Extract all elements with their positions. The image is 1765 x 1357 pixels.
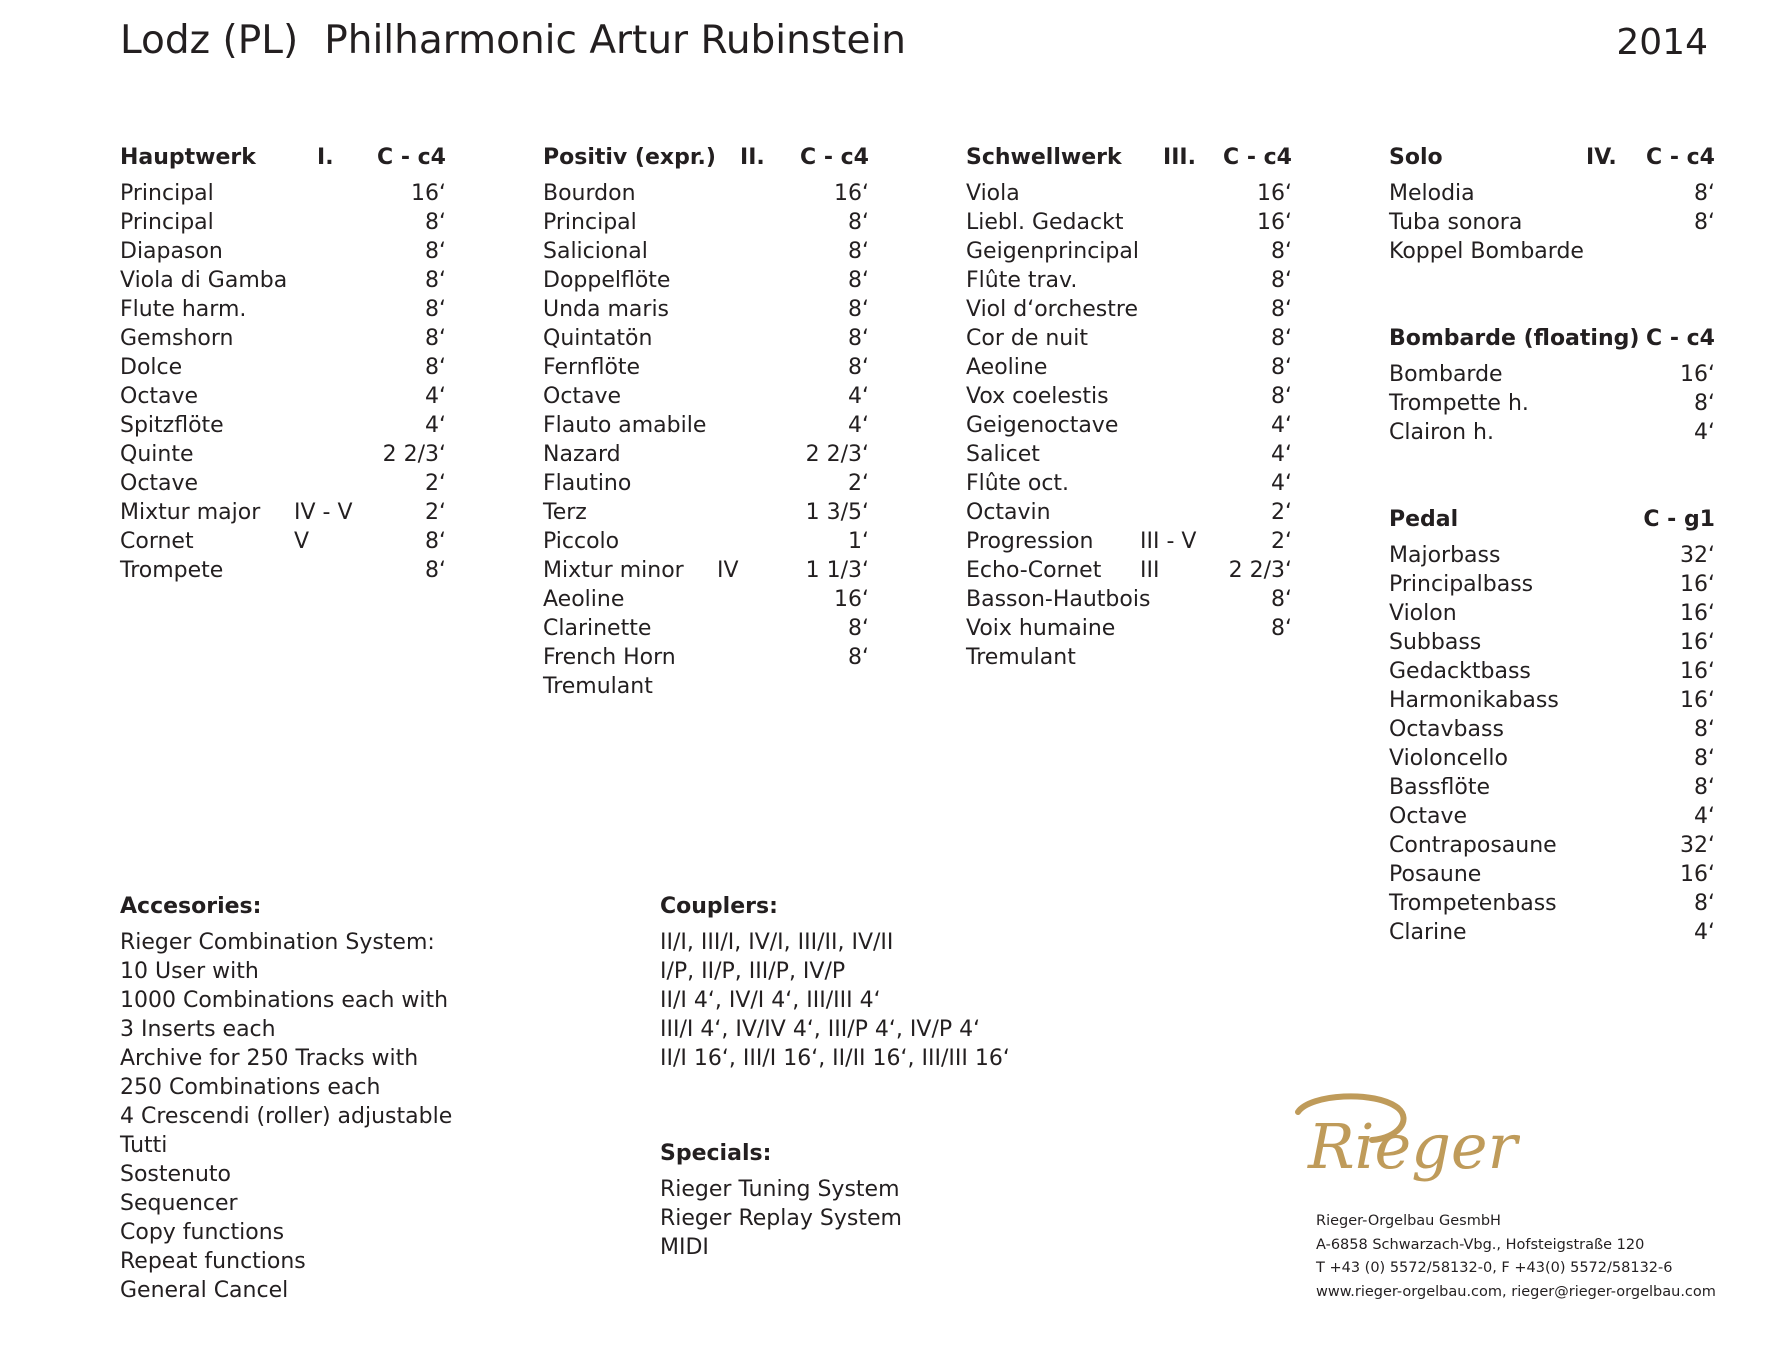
stop-pitch: 8‘	[1694, 717, 1715, 742]
stop-pitch: 8‘	[1271, 355, 1292, 380]
stop-name: Subbass	[1389, 630, 1482, 655]
stop-pitch: 2 2/3‘	[805, 442, 869, 467]
accessory-item: 4 Crescendi (roller) adjustable	[120, 1104, 453, 1129]
stop-row	[120, 268, 446, 297]
stop-pitch: 8‘	[1694, 181, 1715, 206]
stop-name: Octave	[543, 384, 622, 409]
stop-pitch: 1‘	[848, 529, 869, 554]
accessory-item: Archive for 250 Tracks with	[120, 1046, 419, 1071]
stop-name: Salicional	[543, 239, 648, 264]
stop-row	[543, 645, 869, 674]
stop-pitch: 2‘	[425, 471, 446, 496]
accessory-item: General Cancel	[120, 1278, 289, 1303]
stop-name: Dolce	[120, 355, 183, 380]
coupler-item: II/I 16‘, III/I 16‘, II/II 16‘, III/III 16‘	[660, 1046, 1010, 1071]
stop-pitch: 1 1/3‘	[805, 558, 869, 583]
stop-name: Viola di Gamba	[120, 268, 288, 293]
stop-row	[120, 471, 446, 500]
couplers-heading: Couplers:	[660, 894, 778, 919]
stop-row	[543, 674, 869, 703]
stop-row	[543, 471, 869, 500]
stop-name: Spitzflöte	[120, 413, 224, 438]
stop-pitch: 4‘	[848, 413, 869, 438]
stop-row	[543, 268, 869, 297]
stop-name: Flûte oct.	[966, 471, 1070, 496]
division-schwellwerk	[966, 145, 1292, 674]
manual-number: IV.	[1586, 145, 1617, 170]
company-address	[1316, 1210, 1716, 1304]
compass-range: C - c4	[377, 145, 446, 170]
stop-row	[120, 297, 446, 326]
stop-row	[120, 500, 446, 529]
stop-row	[1389, 601, 1715, 630]
stop-name: Flûte trav.	[966, 268, 1078, 293]
stop-ranks: V	[294, 529, 310, 554]
stop-row	[543, 413, 869, 442]
stop-name: Trompette h.	[1389, 391, 1529, 416]
stop-row	[1389, 391, 1715, 420]
accessory-item: Repeat functions	[120, 1249, 306, 1274]
stop-pitch: 16‘	[1680, 572, 1715, 597]
stop-name: Vox coelestis	[966, 384, 1109, 409]
stop-row	[1389, 572, 1715, 601]
stop-pitch: 4‘	[425, 384, 446, 409]
stop-pitch: 8‘	[425, 210, 446, 235]
stop-name: Liebl. Gedackt	[966, 210, 1124, 235]
stop-row	[543, 326, 869, 355]
stop-name: Octave	[1389, 804, 1468, 829]
compass-range: C - c4	[1223, 145, 1292, 170]
stop-row	[1389, 775, 1715, 804]
page-title	[120, 18, 906, 63]
stop-name: Violoncello	[1389, 746, 1508, 771]
special-item: MIDI	[660, 1235, 709, 1260]
stop-pitch: 4‘	[1694, 420, 1715, 445]
stop-name: Melodia	[1389, 181, 1475, 206]
accessories-heading: Accesories:	[120, 894, 262, 919]
accessory-item: Sostenuto	[120, 1162, 232, 1187]
coupler-item: I/P, II/P, III/P, IV/P	[660, 959, 846, 984]
stop-name: Clarinette	[543, 616, 652, 641]
location: Lodz (PL)	[120, 18, 299, 63]
stop-name: Bassflöte	[1389, 775, 1490, 800]
stop-row	[543, 239, 869, 268]
specials-heading: Specials:	[660, 1141, 772, 1166]
stop-pitch: 2‘	[425, 500, 446, 525]
stop-name: Doppelflöte	[543, 268, 671, 293]
division-header	[966, 145, 1292, 179]
stop-pitch: 8‘	[848, 268, 869, 293]
stop-row	[120, 210, 446, 239]
stop-row	[543, 181, 869, 210]
stop-pitch: 2‘	[1271, 529, 1292, 554]
stop-name: Diapason	[120, 239, 223, 264]
stop-name: Octavbass	[1389, 717, 1504, 742]
accessories-section	[120, 894, 452, 1307]
stop-name: Principal	[543, 210, 637, 235]
stop-row	[1389, 181, 1715, 210]
accessory-item: Rieger Combination System:	[120, 930, 435, 955]
stop-name: Octave	[120, 471, 199, 496]
stop-row	[966, 268, 1292, 297]
stop-row	[966, 210, 1292, 239]
stop-row	[966, 297, 1292, 326]
coupler-item: III/I 4‘, IV/IV 4‘, III/P 4‘, IV/P 4‘	[660, 1017, 981, 1042]
stop-row	[1389, 717, 1715, 746]
stop-name: Aeoline	[543, 587, 625, 612]
stop-name: Principal	[120, 181, 214, 206]
stop-pitch: 8‘	[1271, 384, 1292, 409]
stop-name: Basson-Hautbois	[966, 587, 1151, 612]
accessory-item: 3 Inserts each	[120, 1017, 276, 1042]
stop-row	[543, 587, 869, 616]
stop-name: Unda maris	[543, 297, 670, 322]
stop-pitch: 8‘	[848, 210, 869, 235]
stop-row	[1389, 420, 1715, 449]
stop-name: Salicet	[966, 442, 1040, 467]
stop-pitch: 8‘	[425, 558, 446, 583]
address-line: www.rieger-orgelbau.com, rieger@rieger-orgelbau.com	[1316, 1283, 1716, 1300]
stop-row	[1389, 891, 1715, 920]
stop-name: Gemshorn	[120, 326, 234, 351]
stop-row	[1389, 920, 1715, 949]
specials-list	[660, 1177, 902, 1264]
stop-row	[120, 181, 446, 210]
stop-row	[966, 587, 1292, 616]
stop-name: Echo-Cornet	[966, 558, 1102, 583]
stop-row	[966, 181, 1292, 210]
stop-pitch: 4‘	[425, 413, 446, 438]
stop-name: Progression	[966, 529, 1094, 554]
stop-row	[120, 413, 446, 442]
stop-row	[1389, 543, 1715, 572]
special-item: Rieger Replay System	[660, 1206, 902, 1231]
stop-pitch: 4‘	[1271, 442, 1292, 467]
stop-pitch: 8‘	[1271, 587, 1292, 612]
division-name: Schwellwerk	[966, 145, 1122, 170]
stop-row	[120, 326, 446, 355]
accessory-item: 10 User with	[120, 959, 259, 984]
stop-pitch: 8‘	[1694, 746, 1715, 771]
stop-name: Aeoline	[966, 355, 1048, 380]
specials-section	[660, 1141, 902, 1264]
stop-pitch: 16‘	[1680, 630, 1715, 655]
division-name: Positiv (expr.)	[543, 145, 716, 170]
division-header	[1389, 145, 1715, 179]
stop-row	[966, 239, 1292, 268]
coupler-item: II/I, III/I, IV/I, III/II, IV/II	[660, 930, 894, 955]
stop-pitch: 16‘	[1680, 688, 1715, 713]
stop-name: Posaune	[1389, 862, 1482, 887]
stop-name: Trompetenbass	[1389, 891, 1557, 916]
stop-pitch: 8‘	[1694, 891, 1715, 916]
stop-row	[1389, 746, 1715, 775]
stop-name: Fernflöte	[543, 355, 641, 380]
stop-row	[120, 558, 446, 587]
stop-name: Geigenprincipal	[966, 239, 1139, 264]
stop-name: Cor de nuit	[966, 326, 1088, 351]
stop-row	[1389, 833, 1715, 862]
division-name: Hauptwerk	[120, 145, 256, 170]
compass-range: C - c4	[1646, 145, 1715, 170]
stop-pitch: 8‘	[1271, 268, 1292, 293]
division-name: Bombarde (floating)	[1389, 326, 1640, 351]
manual-number: I.	[317, 145, 334, 170]
address-line: T +43 (0) 5572/58132-0, F +43(0) 5572/58132-6	[1316, 1260, 1673, 1276]
stop-pitch: 16‘	[1680, 659, 1715, 684]
stop-pitch: 8‘	[425, 326, 446, 351]
stop-name: Tremulant	[966, 645, 1076, 670]
compass-range: C - c4	[800, 145, 869, 170]
accessory-item: Copy functions	[120, 1220, 285, 1245]
stop-pitch: 2‘	[1271, 500, 1292, 525]
stop-row	[966, 471, 1292, 500]
stop-name: Mixtur minor	[543, 558, 684, 583]
stop-pitch: 2‘	[848, 471, 869, 496]
stop-pitch: 4‘	[1694, 920, 1715, 945]
stop-name: Viola	[966, 181, 1020, 206]
stop-pitch: 8‘	[1694, 775, 1715, 800]
stop-row	[120, 239, 446, 268]
stop-pitch: 8‘	[848, 297, 869, 322]
division-header	[120, 145, 446, 179]
stop-name: Cornet	[120, 529, 194, 554]
stop-name: Bombarde	[1389, 362, 1503, 387]
stop-name: Flute harm.	[120, 297, 247, 322]
stop-row	[543, 500, 869, 529]
stop-row	[966, 500, 1292, 529]
stop-row	[966, 529, 1292, 558]
stop-pitch: 8‘	[1271, 297, 1292, 322]
stop-name: Quintatön	[543, 326, 653, 351]
stop-name: Geigenoctave	[966, 413, 1119, 438]
stop-row	[120, 529, 446, 558]
accessory-item: Sequencer	[120, 1191, 238, 1216]
stop-pitch: 8‘	[848, 355, 869, 380]
accessories-list	[120, 930, 452, 1307]
stop-pitch: 8‘	[425, 297, 446, 322]
stop-row	[543, 355, 869, 384]
stop-name: Terz	[543, 500, 587, 525]
stop-pitch: 8‘	[425, 239, 446, 264]
address-line: A-6858 Schwarzach-Vbg., Hofsteigstraße 120	[1316, 1236, 1645, 1253]
stop-pitch: 1 3/5‘	[805, 500, 869, 525]
year: 2014	[1616, 22, 1708, 63]
stop-row	[120, 384, 446, 413]
stop-pitch: 8‘	[425, 355, 446, 380]
stop-row	[966, 442, 1292, 471]
stop-row	[1389, 688, 1715, 717]
stop-row	[1389, 210, 1715, 239]
stop-pitch: 4‘	[1271, 413, 1292, 438]
stop-pitch: 8‘	[1694, 391, 1715, 416]
stop-name: Quinte	[120, 442, 194, 467]
stop-pitch: 16‘	[834, 181, 869, 206]
stop-row	[1389, 659, 1715, 688]
stop-pitch: 4‘	[1271, 471, 1292, 496]
stop-pitch: 16‘	[411, 181, 446, 206]
stop-ranks: III - V	[1140, 529, 1197, 554]
venue: Philharmonic Artur Rubinstein	[324, 18, 907, 63]
division-header	[543, 145, 869, 179]
stop-row	[966, 616, 1292, 645]
accessory-item: 1000 Combinations each with	[120, 988, 449, 1013]
stop-name: Bourdon	[543, 181, 636, 206]
stop-name: Harmonikabass	[1389, 688, 1559, 713]
stop-name: Principal	[120, 210, 214, 235]
division-solo	[1389, 145, 1715, 268]
stop-ranks: IV	[717, 558, 739, 583]
stop-pitch: 4‘	[1694, 804, 1715, 829]
stop-name: French Horn	[543, 645, 676, 670]
stop-pitch: 16‘	[1257, 181, 1292, 206]
stop-name: Clairon h.	[1389, 420, 1494, 445]
stop-row	[543, 297, 869, 326]
division-header	[1389, 507, 1715, 541]
stop-pitch: 2 2/3‘	[382, 442, 446, 467]
stop-name: Contraposaune	[1389, 833, 1557, 858]
division-hauptwerk	[120, 145, 446, 587]
stop-row	[966, 645, 1292, 674]
division-header	[1389, 326, 1715, 360]
division-name: Solo	[1389, 145, 1443, 170]
logo-wordmark: Rieger	[1308, 1110, 1518, 1183]
stop-row	[120, 355, 446, 384]
stop-pitch: 8‘	[1694, 210, 1715, 235]
manual-number: II.	[740, 145, 765, 170]
stop-row	[1389, 362, 1715, 391]
stop-row	[966, 326, 1292, 355]
stop-row	[543, 384, 869, 413]
stop-name: Koppel Bombarde	[1389, 239, 1584, 264]
division-pedal	[1389, 507, 1715, 949]
stop-name: Flauto amabile	[543, 413, 707, 438]
stop-pitch: 16‘	[1680, 862, 1715, 887]
stop-row	[543, 558, 869, 587]
stop-pitch: 8‘	[848, 645, 869, 670]
stop-ranks: IV - V	[294, 500, 353, 525]
special-item: Rieger Tuning System	[660, 1177, 900, 1202]
stop-row	[543, 442, 869, 471]
stop-name: Viol d‘orchestre	[966, 297, 1138, 322]
compass-range: C - c4	[1646, 326, 1715, 351]
stop-pitch: 16‘	[1680, 362, 1715, 387]
division-positiv	[543, 145, 869, 703]
stop-row	[1389, 862, 1715, 891]
stop-pitch: 32‘	[1680, 543, 1715, 568]
compass-range: C - g1	[1643, 507, 1715, 532]
stop-row	[1389, 630, 1715, 659]
couplers-list	[660, 930, 1010, 1075]
couplers-section	[660, 894, 1010, 1075]
stop-pitch: 16‘	[1257, 210, 1292, 235]
stop-pitch: 8‘	[425, 268, 446, 293]
accessory-item: Tutti	[120, 1133, 168, 1158]
stop-pitch: 8‘	[848, 616, 869, 641]
accessory-item: 250 Combinations each	[120, 1075, 381, 1100]
stop-ranks: III	[1140, 558, 1160, 583]
address-line: Rieger-Orgelbau GesmbH	[1316, 1213, 1501, 1229]
division-name: Pedal	[1389, 507, 1459, 532]
stop-name: Majorbass	[1389, 543, 1501, 568]
stop-pitch: 16‘	[834, 587, 869, 612]
stop-name: Piccolo	[543, 529, 620, 554]
stop-row	[966, 355, 1292, 384]
stop-pitch: 8‘	[1271, 616, 1292, 641]
stop-pitch: 32‘	[1680, 833, 1715, 858]
stop-pitch: 8‘	[848, 326, 869, 351]
stop-pitch: 8‘	[1271, 326, 1292, 351]
stop-name: Principalbass	[1389, 572, 1534, 597]
stop-pitch: 4‘	[848, 384, 869, 409]
stop-name: Mixtur major	[120, 500, 261, 525]
coupler-item: II/I 4‘, IV/I 4‘, III/III 4‘	[660, 988, 881, 1013]
rieger-logo	[1280, 1090, 1520, 1200]
stop-name: Violon	[1389, 601, 1457, 626]
stop-name: Flautino	[543, 471, 632, 496]
stop-pitch: 8‘	[425, 529, 446, 554]
stop-name: Tuba sonora	[1389, 210, 1523, 235]
stop-row	[966, 558, 1292, 587]
stop-name: Octave	[120, 384, 199, 409]
stop-pitch: 16‘	[1680, 601, 1715, 626]
manual-number: III.	[1163, 145, 1196, 170]
stop-name: Gedacktbass	[1389, 659, 1531, 684]
stop-pitch: 8‘	[848, 239, 869, 264]
stop-name: Nazard	[543, 442, 621, 467]
stop-row	[543, 529, 869, 558]
stop-name: Clarine	[1389, 920, 1467, 945]
division-bombarde	[1389, 326, 1715, 449]
stop-name: Trompete	[120, 558, 224, 583]
stop-row	[966, 413, 1292, 442]
stop-name: Tremulant	[543, 674, 653, 699]
stop-row	[543, 616, 869, 645]
stop-pitch: 8‘	[1271, 239, 1292, 264]
stop-name: Voix humaine	[966, 616, 1116, 641]
stop-row	[543, 210, 869, 239]
stop-row	[1389, 804, 1715, 833]
stop-row	[120, 442, 446, 471]
stop-pitch: 2 2/3‘	[1228, 558, 1292, 583]
stop-row	[966, 384, 1292, 413]
stop-name: Octavin	[966, 500, 1051, 525]
stop-row	[1389, 239, 1715, 268]
